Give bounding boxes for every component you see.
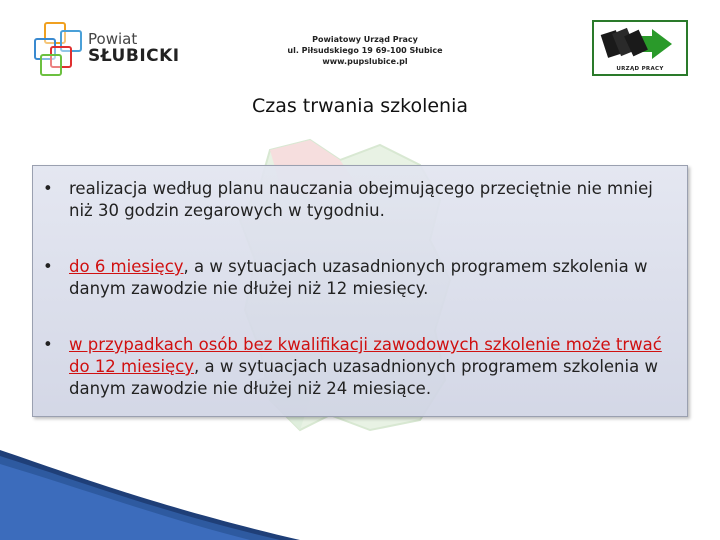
- bullet-text: realizacja według planu nauczania obejmującego przeciętnie nie mniej niż 30 godzin zegarowych w tygodniu.: [69, 179, 653, 220]
- bullet-text: , a w sytuacjach uzasadnionych programem szkolenia w danym zawodzie nie dłużej niż 12 miesięcy.: [69, 257, 648, 298]
- urzad-pracy-label: URZĄD PRACY: [616, 66, 664, 72]
- bullet-highlight: do 6 miesięcy: [69, 257, 184, 276]
- powiat-logo-squares-icon: [30, 22, 80, 78]
- decorative-swoosh-icon: [0, 450, 300, 540]
- logo-word-slubicki: SŁUBICKI: [88, 45, 180, 66]
- bullet-icon: •: [43, 257, 53, 276]
- logo-word-powiat: Powiat: [88, 30, 138, 48]
- bullet-text: , a w sytuacjach uzasadnionych programem szkolenia w danym zawodzie nie dłużej niż 24 miesiące.: [69, 357, 658, 398]
- bullet-highlight: w przypadkach osób bez kwalifikacji zawodowych szkolenie może trwać do 12 miesięcy: [69, 335, 662, 376]
- office-street: ul. Piłsudskiego 19 69-100 Słubice: [287, 46, 443, 55]
- powiat-logo: [30, 18, 180, 80]
- bullet-icon: •: [43, 179, 53, 198]
- office-website: www.pupslubice.pl: [322, 57, 408, 66]
- bullet-icon: •: [43, 335, 53, 354]
- office-address: [240, 34, 490, 67]
- office-name: Powiatowy Urząd Pracy: [312, 35, 418, 44]
- urzad-pracy-logo: [592, 20, 688, 76]
- content-box: [32, 165, 688, 417]
- page-title: Czas trwania szkolenia: [251, 95, 469, 117]
